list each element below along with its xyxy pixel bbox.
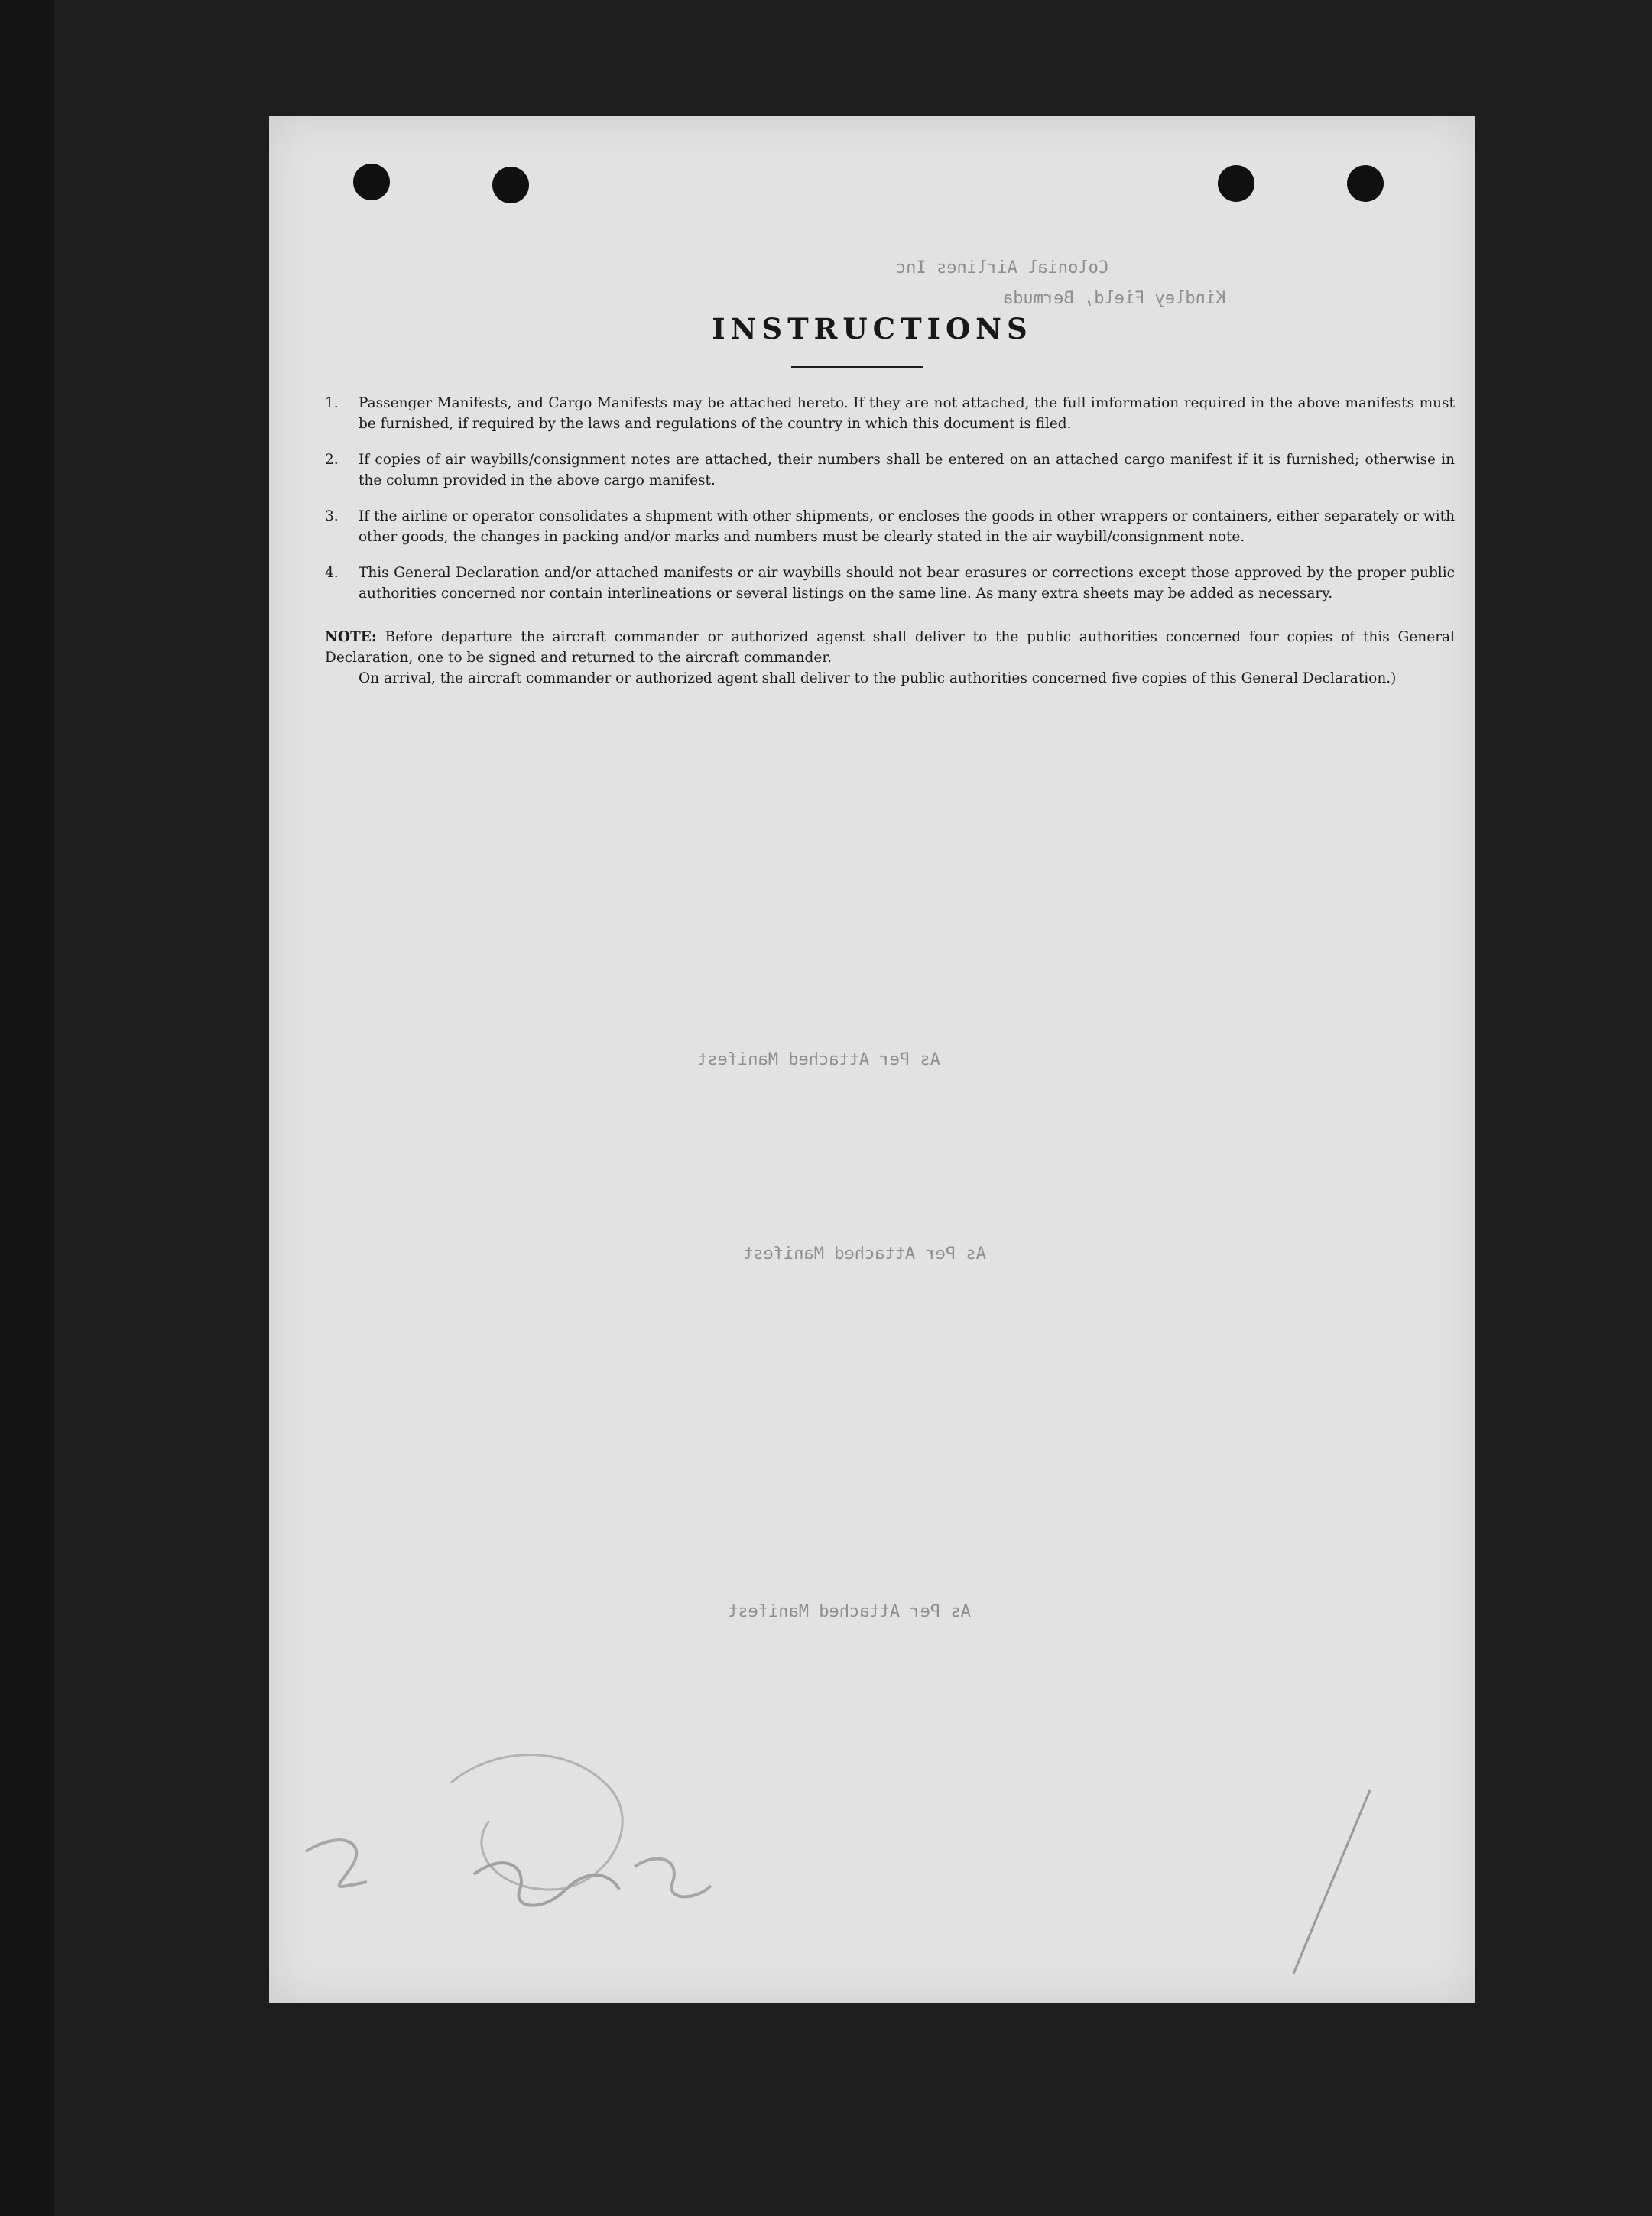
punch-hole-icon xyxy=(492,167,529,203)
title-underline xyxy=(791,366,923,368)
note-block xyxy=(325,627,1455,689)
bleed-through-text: As Per Attached Manifest xyxy=(743,1244,986,1264)
item-text: If the airline or operator consolidates a shipment with other shipments, or encloses the goods in other wrappers or containers, either separately or with other goods, the changes in packing and/or marks and numbers must be clearly stated in the air waybill/consignment note. xyxy=(359,508,1455,545)
bleed-through-text: As Per Attached Manifest xyxy=(697,1050,940,1069)
item-text: Passenger Manifests, and Cargo Manifests may be attached hereto. If they are not attached, the full imformation required in the above manifests must be furnished, if required by the laws and regulations of the country in which this document is filed. xyxy=(359,395,1455,432)
list-item xyxy=(325,563,1455,604)
punch-hole-icon xyxy=(1218,165,1254,202)
punch-hole-icon xyxy=(1347,165,1384,202)
item-number: 1. xyxy=(325,395,339,411)
item-number: 3. xyxy=(325,508,339,524)
item-text: This General Declaration and/or attached manifests or air waybills should not bear erasures or corrections except those approved by the proper public authorities concerned nor contain interlineations or several listings on the same line. As many extra sheets may be added as necessary. xyxy=(359,565,1455,602)
page-title: INSTRUCTIONS xyxy=(712,312,1033,346)
signature-bleed-through xyxy=(298,1737,879,1935)
item-text: If copies of air waybills/consignment notes are attached, their numbers shall be entered on an attached cargo manifest if it is furnished; otherwise in the column provided in the above cargo manifest. xyxy=(359,452,1455,488)
punch-hole-icon xyxy=(353,164,390,200)
item-number: 4. xyxy=(325,565,339,581)
bleed-through-text: As Per Attached Manifest xyxy=(728,1602,971,1621)
diagonal-mark xyxy=(1286,1783,1378,1981)
document-page xyxy=(269,116,1475,2003)
note-departure-text: Before departure the aircraft commander or authorized agenst shall deliver to the public authorities concerned four copies of this General Declaration, one to be signed and returned to the aircraft commander. xyxy=(325,629,1456,666)
bleed-through-text: Colonial Airlines Inc xyxy=(896,258,1109,277)
bleed-through-text: Kindley Field, Bermuda xyxy=(1003,289,1226,308)
list-item xyxy=(325,393,1455,434)
note-label: NOTE: xyxy=(325,629,377,645)
instructions-list xyxy=(325,393,1455,619)
item-number: 2. xyxy=(325,452,339,468)
list-item xyxy=(325,506,1455,547)
note-arrival-text: On arrival, the aircraft commander or authorized agent shall deliver to the public authorities concerned five copies of this General Declaration.) xyxy=(359,670,1397,686)
list-item xyxy=(325,449,1455,491)
